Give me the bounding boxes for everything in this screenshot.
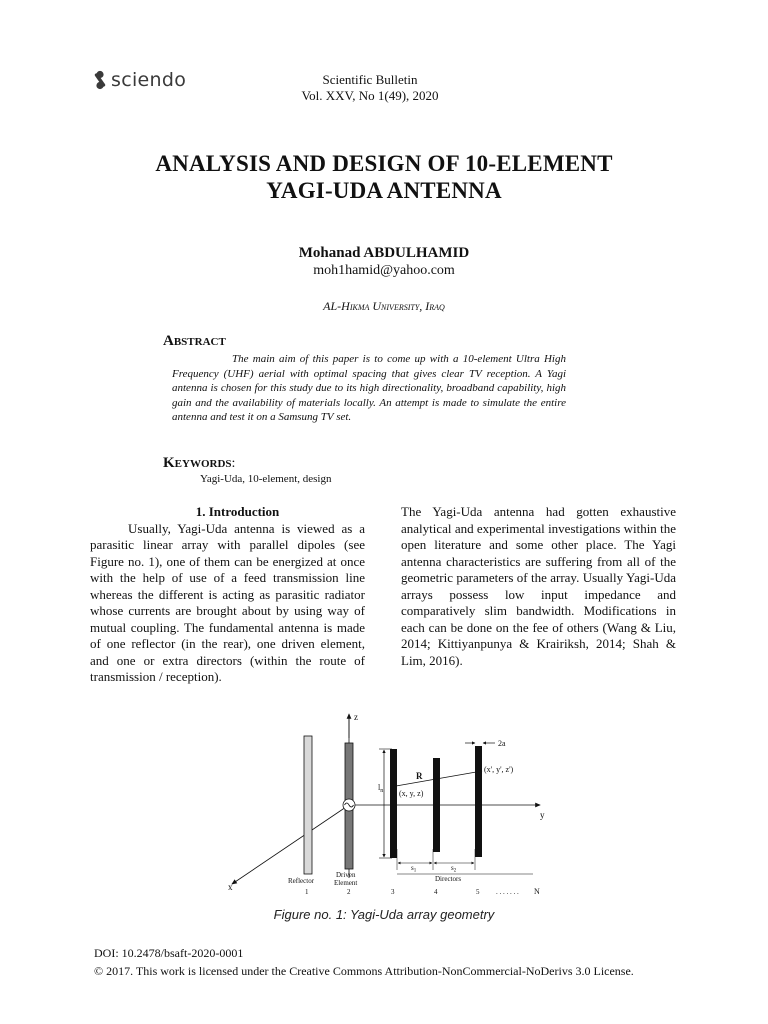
right-column — [401, 504, 676, 669]
keywords-heading-text: Keywords — [163, 455, 232, 471]
logo-text: sciendo — [111, 69, 187, 91]
point-label-xyz: (x, y, z) — [399, 789, 424, 798]
reflector-label: Reflector — [288, 877, 315, 885]
element-number-2: 2 — [347, 888, 351, 896]
spacing-label-1: $s_1$ — [411, 864, 417, 874]
keywords-colon: : — [231, 456, 236, 471]
element-number-5: 5 — [476, 888, 480, 896]
yagi-uda-figure — [210, 708, 560, 906]
title-line-2: YAGI-UDA ANTENNA — [266, 178, 502, 203]
author-affiliation: AL-Hikma University, Iraq — [323, 299, 445, 313]
x-axis-label: x — [228, 882, 233, 892]
element-number-n: N — [534, 887, 540, 896]
title-line-1: ANALYSIS AND DESIGN OF 10-ELEMENT — [155, 151, 613, 176]
paper-title — [84, 150, 684, 204]
director-element-4 — [433, 758, 440, 852]
license-text: © 2017. This work is licensed under the Creative Commons Attribution-NonCommercial-NoDerivs 3.0 License. — [94, 964, 634, 978]
directors-label: Directors — [435, 875, 462, 883]
author-name: Mohanad ABDULHAMID — [298, 245, 470, 261]
point-label-xyz-prime: (x', y', z') — [484, 765, 514, 774]
radius-label: 2a — [498, 739, 506, 748]
journal-info — [240, 72, 500, 104]
left-column — [90, 504, 365, 686]
doi-text: DOI: 10.2478/bsaft-2020-0001 — [94, 946, 244, 960]
abstract-heading — [163, 333, 226, 350]
keywords-text: Yagi-Uda, 10-element, design — [200, 473, 332, 485]
journal-volume: Vol. XXV, No 1(49), 2020 — [301, 88, 439, 103]
spacing-label-2: $s_2$ — [451, 864, 457, 874]
y-axis-label: y — [540, 810, 545, 820]
intro-paragraph-left: Usually, Yagi-Uda antenna is viewed as a parasitic linear array with parallel dipoles (see Figure no. 1), one of them can be energized at once with the help of use of a feed transmission line whereas the different is acting as parasitic radiator whose currents are brought about by using way of mutual coupling. The fundamental antenna is made of one reflector (in the rear), one driven element, and one or extra directors (within the route of transmission / reception). — [90, 520, 365, 684]
driven-label-2: Element — [334, 879, 358, 887]
abstract-text: The main aim of this paper is to come up with a 10-element Ultra High Frequency (UHF) aerial with optimal spacing that gives clear TV reception. A Yagi antenna is chosen for this study due to its high directionality, broadband capability, high gain and the availability of materials locally. An attempt is made to simulate the entire antenna and test it on a Samsung TV set. — [172, 353, 566, 423]
element-number-4: 4 — [434, 888, 438, 896]
author-block — [84, 245, 684, 279]
author-email: moh1hamid@yahoo.com — [313, 263, 455, 278]
element-number-1: 1 — [305, 888, 309, 896]
reflector-element — [304, 736, 312, 874]
element-dots: . . . . . . . — [496, 888, 519, 896]
journal-name: Scientific Bulletin — [322, 72, 418, 87]
x-axis-line — [232, 805, 349, 884]
sciendo-logo — [93, 69, 186, 91]
intro-paragraph-right: The Yagi-Uda antenna had gotten exhaustive analytical and experimental investigations within the open literature and some other place. The Yagi antenna characteristics are suffering from all of the geometric parameters of the array. Usually Yagi-Uda arrays possess low input impedance and comparatively slim bandwidth. Modifications in each can be done on the fee of others (Wang & Liu, 2014; Kittiyanpunya & Krairiksh, 2014; Shah & Lim, 2016). — [401, 504, 676, 668]
section-heading-introduction: 1. Introduction — [195, 504, 280, 519]
director-element-3 — [390, 749, 397, 858]
length-label: $l_n$ — [378, 783, 384, 794]
abstract-heading-text: Abstract — [163, 333, 226, 349]
sciendo-logo-icon — [93, 70, 107, 90]
z-axis-label: z — [354, 712, 358, 722]
figure-caption: Figure no. 1: Yagi-Uda array geometry — [273, 907, 495, 922]
driven-label-1: Driven — [336, 871, 356, 879]
element-number-3: 3 — [391, 888, 395, 896]
keywords-heading — [163, 455, 235, 472]
r-vector-label: R — [416, 771, 423, 781]
director-element-5 — [475, 746, 482, 857]
